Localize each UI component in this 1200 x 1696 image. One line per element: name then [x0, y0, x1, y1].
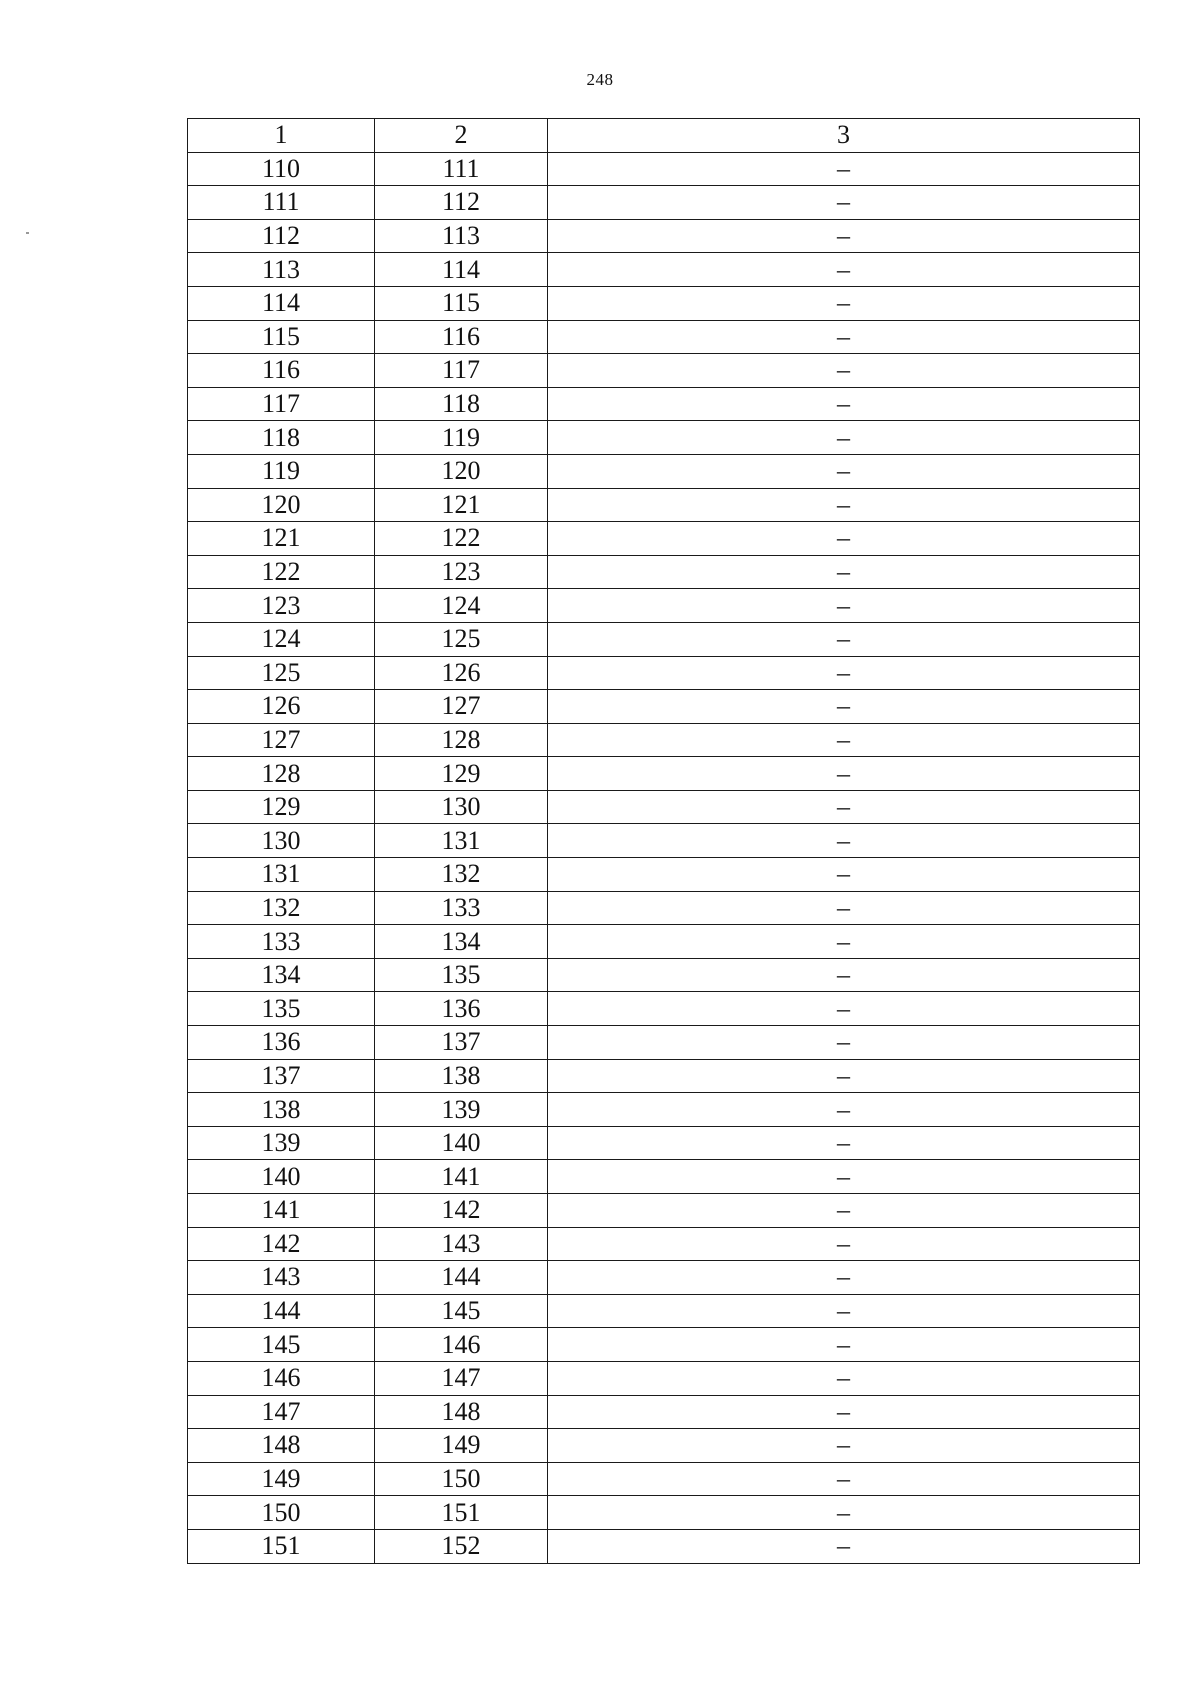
table-cell-col-2: 116	[375, 320, 548, 354]
table-row	[188, 1093, 1140, 1127]
scan-speck	[26, 232, 29, 234]
table-row	[188, 253, 1140, 287]
table-row	[188, 690, 1140, 724]
table-cell-col-2: 125	[375, 622, 548, 656]
table-cell-col-2: 134	[375, 925, 548, 959]
table-cell-col-1: 124	[188, 622, 375, 656]
table-cell-col-2: 113	[375, 219, 548, 253]
table-cell-col-1: 115	[188, 320, 375, 354]
table-cell-col-2: 127	[375, 690, 548, 724]
table-row	[188, 1429, 1140, 1463]
table-cell-col-3: –	[548, 1496, 1140, 1530]
table-cell-col-1: 128	[188, 757, 375, 791]
table-cell-col-3: –	[548, 454, 1140, 488]
table-cell-col-2: 148	[375, 1395, 548, 1429]
table-cell-col-2: 117	[375, 354, 548, 388]
table-cell-col-1: 117	[188, 387, 375, 421]
table-cell-col-2: 143	[375, 1227, 548, 1261]
table-row	[188, 589, 1140, 623]
table-cell-col-1: 134	[188, 958, 375, 992]
table-row	[188, 1026, 1140, 1060]
table-cell-col-2: 130	[375, 790, 548, 824]
table-row	[188, 958, 1140, 992]
table-cell-col-3: –	[548, 824, 1140, 858]
table-cell-col-1: 114	[188, 286, 375, 320]
data-table	[187, 118, 1140, 1564]
table-cell-col-2: 149	[375, 1429, 548, 1463]
table-row	[188, 1059, 1140, 1093]
table-cell-col-3: –	[548, 757, 1140, 791]
table-cell-col-2: 139	[375, 1093, 548, 1127]
table-cell-col-2: 151	[375, 1496, 548, 1530]
table-cell-col-2: 142	[375, 1194, 548, 1228]
table-cell-col-3: –	[548, 858, 1140, 892]
table-row	[188, 1294, 1140, 1328]
table-row	[188, 891, 1140, 925]
table-cell-col-1: 144	[188, 1294, 375, 1328]
table-cell-col-2: 126	[375, 656, 548, 690]
table-row	[188, 320, 1140, 354]
table-cell-col-2: 135	[375, 958, 548, 992]
table-row	[188, 1227, 1140, 1261]
table-cell-col-3: –	[548, 1429, 1140, 1463]
table-cell-col-2: 122	[375, 522, 548, 556]
table-cell-col-2: 152	[375, 1529, 548, 1563]
table-cell-col-1: 119	[188, 454, 375, 488]
table-cell-col-2: 141	[375, 1160, 548, 1194]
table-cell-col-2: 123	[375, 555, 548, 589]
table-cell-col-1: 136	[188, 1026, 375, 1060]
table-cell-col-3: –	[548, 522, 1140, 556]
table-row	[188, 1160, 1140, 1194]
header-row	[188, 119, 1140, 153]
table-cell-col-3: –	[548, 488, 1140, 522]
table-cell-col-1: 127	[188, 723, 375, 757]
table-cell-col-3: –	[548, 1294, 1140, 1328]
table-cell-col-3: –	[548, 1328, 1140, 1362]
table-body	[188, 152, 1140, 1563]
table-cell-col-3: –	[548, 387, 1140, 421]
header-cell-3: 3	[548, 119, 1140, 153]
table-row	[188, 1328, 1140, 1362]
table-row	[188, 757, 1140, 791]
table-cell-col-3: –	[548, 354, 1140, 388]
table-cell-col-2: 124	[375, 589, 548, 623]
table-cell-col-3: –	[548, 690, 1140, 724]
table-cell-col-2: 150	[375, 1462, 548, 1496]
table-cell-col-1: 121	[188, 522, 375, 556]
table-row	[188, 1194, 1140, 1228]
table-row	[188, 186, 1140, 220]
table-row	[188, 387, 1140, 421]
table-cell-col-1: 143	[188, 1261, 375, 1295]
table-cell-col-1: 138	[188, 1093, 375, 1127]
table-cell-col-1: 116	[188, 354, 375, 388]
table-cell-col-2: 114	[375, 253, 548, 287]
table-cell-col-3: –	[548, 1361, 1140, 1395]
table-cell-col-1: 137	[188, 1059, 375, 1093]
table-cell-col-3: –	[548, 589, 1140, 623]
header-cell-1: 1	[188, 119, 375, 153]
table-cell-col-2: 131	[375, 824, 548, 858]
table-row	[188, 858, 1140, 892]
table-cell-col-2: 111	[375, 152, 548, 186]
table-cell-col-3: –	[548, 622, 1140, 656]
table-cell-col-1: 122	[188, 555, 375, 589]
table-row	[188, 1261, 1140, 1295]
table-row	[188, 522, 1140, 556]
table-cell-col-2: 133	[375, 891, 548, 925]
table-cell-col-2: 115	[375, 286, 548, 320]
table-row	[188, 790, 1140, 824]
table-cell-col-2: 112	[375, 186, 548, 220]
table-cell-col-3: –	[548, 1093, 1140, 1127]
table-row	[188, 1496, 1140, 1530]
table-row	[188, 421, 1140, 455]
table-row	[188, 656, 1140, 690]
table-cell-col-3: –	[548, 1395, 1140, 1429]
table-row	[188, 723, 1140, 757]
table-cell-col-3: –	[548, 1462, 1140, 1496]
table-cell-col-3: –	[548, 723, 1140, 757]
table-row	[188, 622, 1140, 656]
table-cell-col-3: –	[548, 1160, 1140, 1194]
table-cell-col-1: 146	[188, 1361, 375, 1395]
table-cell-col-1: 110	[188, 152, 375, 186]
table-cell-col-1: 112	[188, 219, 375, 253]
table-cell-col-1: 148	[188, 1429, 375, 1463]
table-cell-col-3: –	[548, 253, 1140, 287]
table-cell-col-3: –	[548, 958, 1140, 992]
table-row	[188, 354, 1140, 388]
table-cell-col-3: –	[548, 152, 1140, 186]
table-cell-col-3: –	[548, 1227, 1140, 1261]
table-cell-col-2: 138	[375, 1059, 548, 1093]
table-cell-col-2: 140	[375, 1126, 548, 1160]
table-cell-col-2: 121	[375, 488, 548, 522]
table-cell-col-1: 125	[188, 656, 375, 690]
table-row	[188, 152, 1140, 186]
table-row	[188, 454, 1140, 488]
table-cell-col-2: 129	[375, 757, 548, 791]
table-cell-col-3: –	[548, 1529, 1140, 1563]
table-row	[188, 1361, 1140, 1395]
table-cell-col-2: 136	[375, 992, 548, 1026]
table-row	[188, 992, 1140, 1026]
table-cell-col-3: –	[548, 656, 1140, 690]
table-row	[188, 1462, 1140, 1496]
table-cell-col-1: 142	[188, 1227, 375, 1261]
table-cell-col-1: 147	[188, 1395, 375, 1429]
table-cell-col-3: –	[548, 286, 1140, 320]
table-cell-col-2: 132	[375, 858, 548, 892]
table-cell-col-3: –	[548, 891, 1140, 925]
table-cell-col-1: 123	[188, 589, 375, 623]
table-cell-col-1: 113	[188, 253, 375, 287]
table-header	[188, 119, 1140, 153]
table-cell-col-2: 137	[375, 1026, 548, 1060]
table-cell-col-1: 111	[188, 186, 375, 220]
table-row	[188, 555, 1140, 589]
table-row	[188, 1395, 1140, 1429]
table-cell-col-1: 126	[188, 690, 375, 724]
table-cell-col-1: 133	[188, 925, 375, 959]
table-cell-col-2: 119	[375, 421, 548, 455]
header-cell-2: 2	[375, 119, 548, 153]
table-cell-col-2: 145	[375, 1294, 548, 1328]
table-cell-col-2: 120	[375, 454, 548, 488]
table-cell-col-3: –	[548, 1194, 1140, 1228]
table-row	[188, 488, 1140, 522]
table-cell-col-2: 144	[375, 1261, 548, 1295]
table-cell-col-3: –	[548, 1026, 1140, 1060]
table-cell-col-1: 120	[188, 488, 375, 522]
table-cell-col-3: –	[548, 320, 1140, 354]
table-row	[188, 219, 1140, 253]
table-cell-col-3: –	[548, 790, 1140, 824]
table-cell-col-3: –	[548, 421, 1140, 455]
table-cell-col-3: –	[548, 186, 1140, 220]
table-cell-col-1: 131	[188, 858, 375, 892]
table-cell-col-2: 118	[375, 387, 548, 421]
table-cell-col-1: 135	[188, 992, 375, 1026]
table-cell-col-1: 149	[188, 1462, 375, 1496]
table-cell-col-1: 129	[188, 790, 375, 824]
table-cell-col-2: 146	[375, 1328, 548, 1362]
table-row	[188, 286, 1140, 320]
table-row	[188, 1529, 1140, 1563]
table-row	[188, 824, 1140, 858]
table-cell-col-3: –	[548, 555, 1140, 589]
table-cell-col-1: 150	[188, 1496, 375, 1530]
table-cell-col-3: –	[548, 1059, 1140, 1093]
table-cell-col-1: 141	[188, 1194, 375, 1228]
table-cell-col-1: 132	[188, 891, 375, 925]
table-cell-col-2: 128	[375, 723, 548, 757]
table-cell-col-1: 145	[188, 1328, 375, 1362]
table-cell-col-1: 118	[188, 421, 375, 455]
table-cell-col-3: –	[548, 219, 1140, 253]
table-cell-col-3: –	[548, 925, 1140, 959]
table-cell-col-1: 140	[188, 1160, 375, 1194]
page-number: 248	[586, 70, 614, 89]
table-cell-col-3: –	[548, 992, 1140, 1026]
table-cell-col-3: –	[548, 1126, 1140, 1160]
table-row	[188, 925, 1140, 959]
table-cell-col-1: 130	[188, 824, 375, 858]
table-row	[188, 1126, 1140, 1160]
table-cell-col-3: –	[548, 1261, 1140, 1295]
table-cell-col-2: 147	[375, 1361, 548, 1395]
table-cell-col-1: 139	[188, 1126, 375, 1160]
table-cell-col-1: 151	[188, 1529, 375, 1563]
